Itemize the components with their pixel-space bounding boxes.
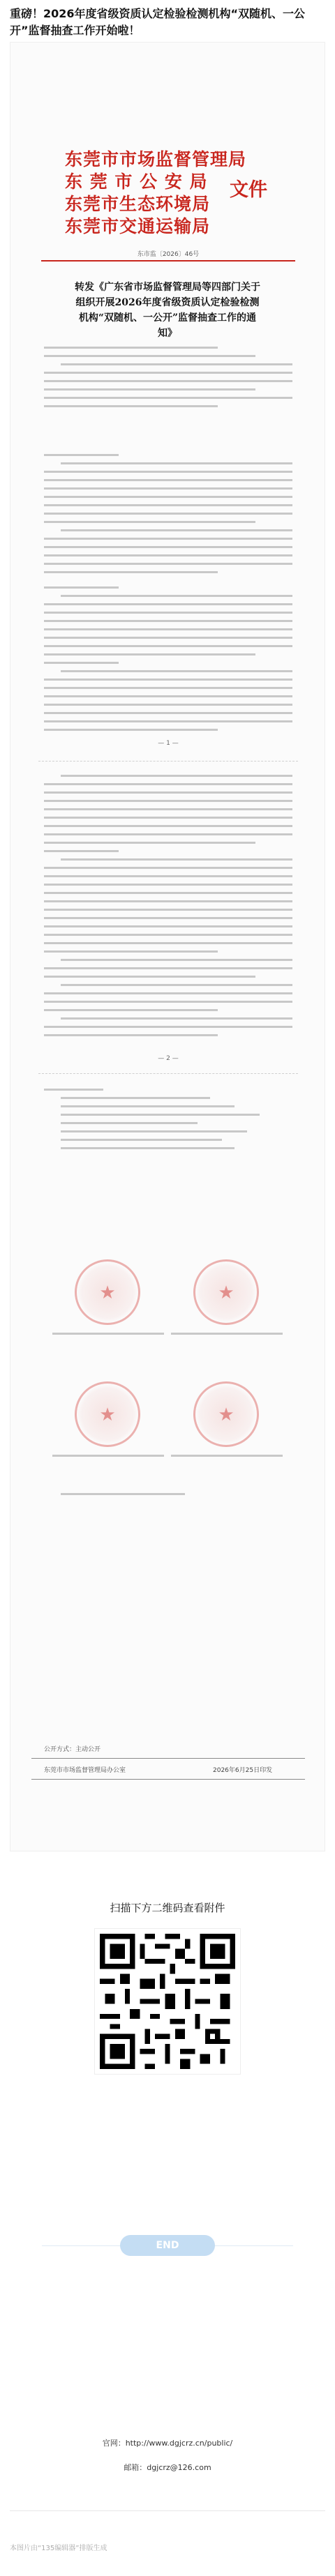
document-heading: 转发《广东省市场监督管理局等四部门关于组织开展2026年度省级资质认定检验检测机构“双随机、一公开”监督抽查工作的通知》	[75, 282, 260, 339]
letterhead-line: 东莞市交通运输局	[65, 216, 211, 236]
bottom-rule	[31, 1758, 305, 1759]
signing-org	[52, 1455, 164, 1463]
letterhead-line: 东 莞 市 公 安 局	[65, 172, 208, 192]
bottom-rule	[31, 1779, 305, 1780]
page-break	[38, 761, 298, 762]
bottom-date: 2026年6月25日印发	[213, 1767, 273, 1774]
footer-credit: 本图片由“135编辑器”排版生成	[10, 2545, 107, 2552]
page-number-2: — 2 —	[158, 1055, 179, 1062]
official-seal: ★	[193, 1259, 259, 1325]
section-1-body	[44, 454, 292, 579]
qr-caption: 扫描下方二维码查看附件	[110, 1902, 225, 1914]
bottom-org: 东莞市市场监督管理局办公室	[44, 1767, 126, 1774]
document-scan	[10, 42, 325, 1851]
letterhead-line: 东莞市生态环境局	[65, 194, 211, 214]
official-seal: ★	[75, 1259, 140, 1325]
page-break	[38, 1073, 298, 1074]
closing-note	[44, 1493, 292, 1501]
article-title: 重磅！2026年度省级资质认定检验检测机构“双随机、一公开”监督抽查工作开始啦！	[10, 7, 306, 37]
section-2-body	[44, 586, 292, 737]
attachments-list	[44, 1089, 292, 1156]
page-2-body	[44, 775, 292, 1043]
official-seal: ★	[193, 1381, 259, 1447]
letterhead-suffix: 文件	[230, 179, 267, 201]
document-number: 东市监〔2026〕46号	[137, 251, 200, 258]
letterhead-line: 东莞市市场监督管理局	[65, 149, 247, 169]
letterhead	[65, 149, 274, 238]
official-seal: ★	[75, 1381, 140, 1447]
public-mode: 公开方式：主动公开	[44, 1746, 101, 1753]
red-divider	[41, 260, 295, 262]
contact-website[interactable]: 官网：http://www.dgjcrz.cn/public/	[102, 2439, 233, 2448]
end-label: END	[120, 2235, 215, 2256]
page-number: — 1 —	[158, 740, 179, 747]
footer-divider	[10, 2510, 325, 2511]
qr-code-image	[94, 1928, 241, 2075]
signing-org	[171, 1455, 283, 1463]
signing-org	[171, 1333, 283, 1341]
contact-email[interactable]: 邮箱：dgjcrz@126.com	[124, 2463, 211, 2472]
end-marker	[0, 2207, 335, 2284]
signing-org	[52, 1333, 164, 1341]
recipient-paragraph	[44, 347, 292, 414]
